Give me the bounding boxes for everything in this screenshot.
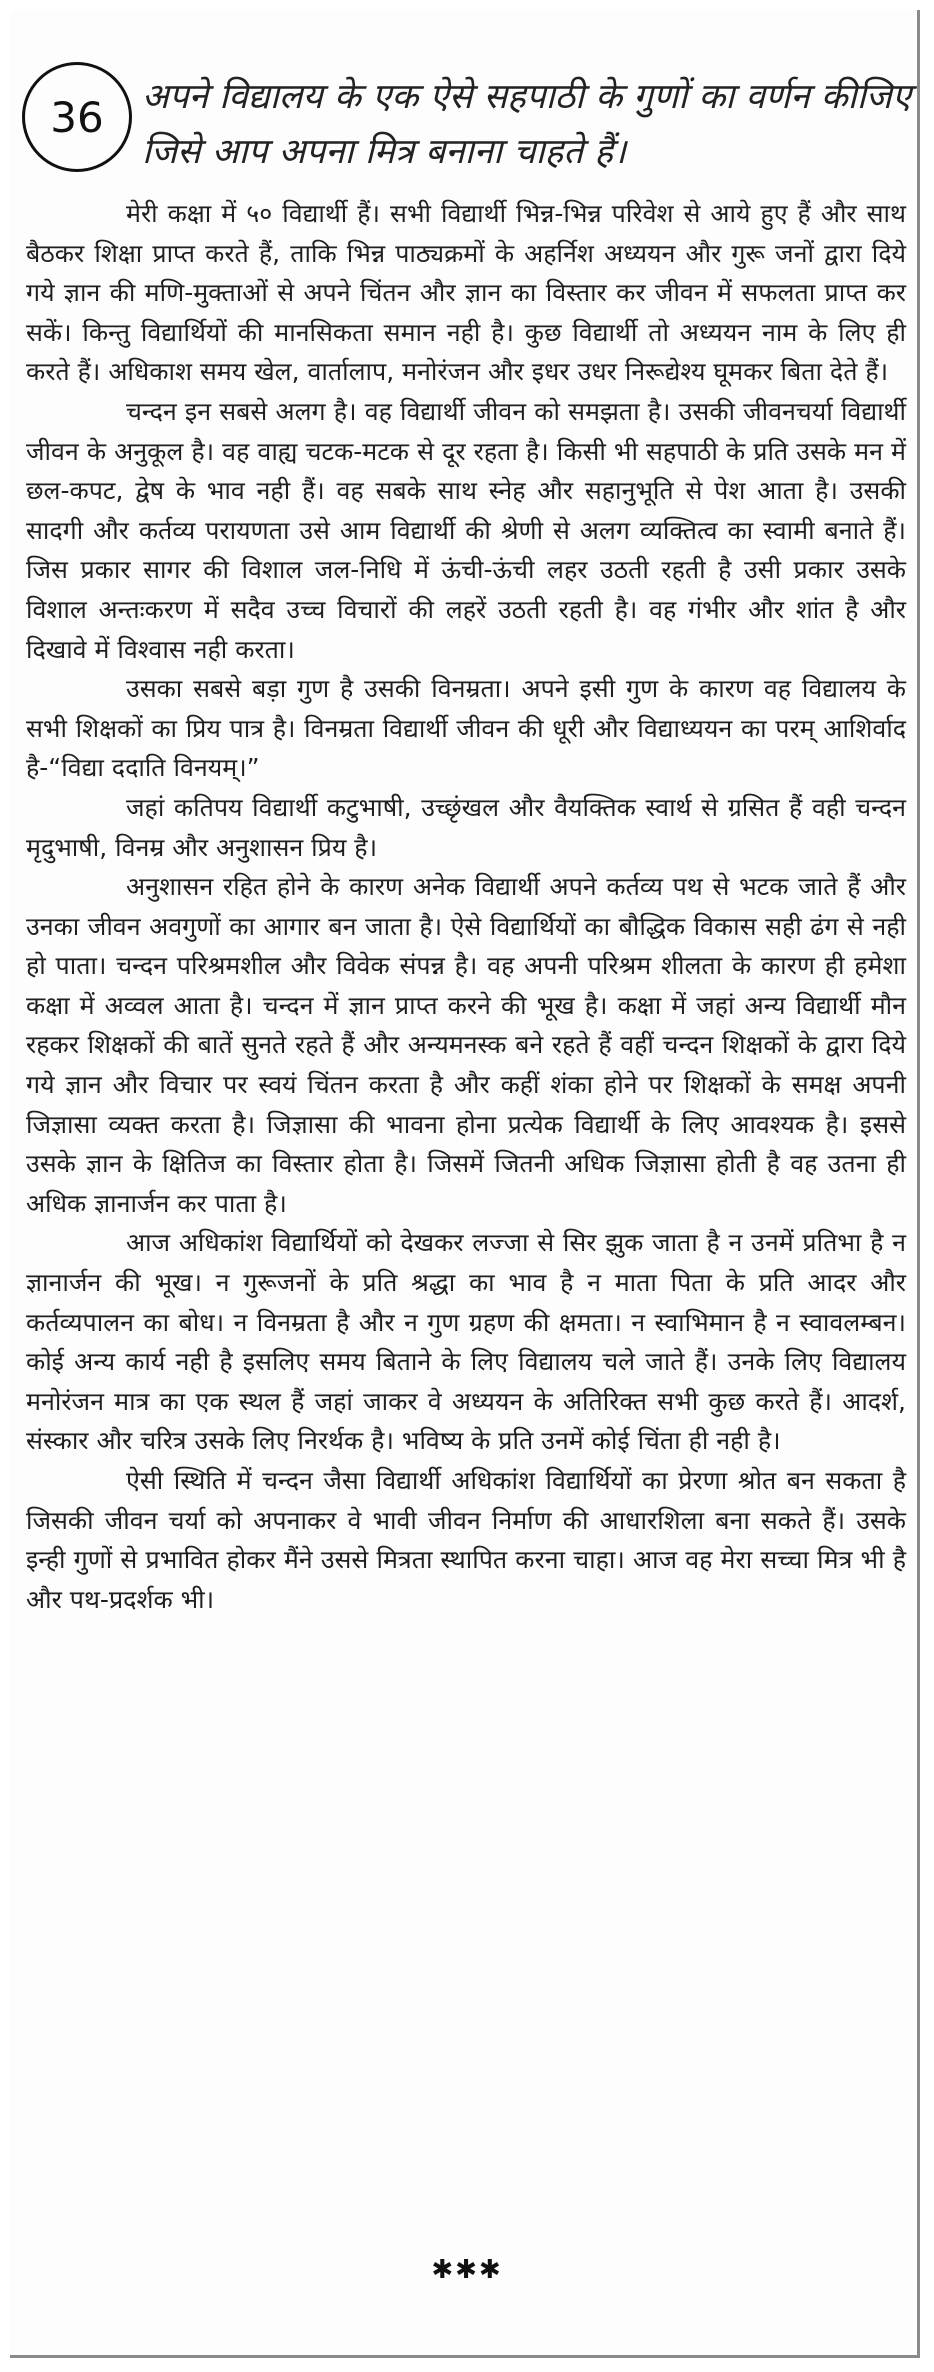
paragraph-6: आज अधिकांश विद्यार्थियों को देखकर लज्जा से सिर झुक जाता है न उनमें प्रतिभा है न ज्ञानार्जन की भूख। न गुरूजनों के प्रति श्रद्धा का भाव है न माता पिता के प्रति आदर और कर्तव्यपालन का बोध। न विनम्रता है और न गुण ग्रहण की क्षमता। न स्वाभिमान है न स्वावलम्बन। कोई अन्य कार्य नही है इसलिए समय बिताने के लिए विद्यालय चले जाते हैं। उनके लिए विद्यालय मनोरंजन मात्र का एक स्थल हैं जहां जाकर वे अध्ययन के अतिरिक्त सभी कुछ करते हैं। आदर्श, संस्कार और चरित्र उसके लिए निरर्थक है। भविष्य के प्रति उनमें कोई चिंता ही नही है। bbox=[26, 1228, 906, 1456]
question-heading: अपने विद्यालय के एक ऐसे सहपाठी के गुणों का वर्णन कीजिए जिसे आप अपना मित्र बनाना चाहते हैं। bbox=[142, 77, 912, 172]
end-ornament: ✱✱✱ bbox=[431, 2255, 503, 2285]
essay-body bbox=[26, 194, 906, 1619]
paragraph-2: चन्दन इन सबसे अलग है। वह विद्यार्थी जीवन को समझता है। उसकी जीवनचर्या विद्यार्थी जीवन के अनुकूल है। वह वाह्य चटक-मटक से दूर रहता है। किसी भी सहपाठी के प्रति उसके मन में छल-कपट, द्वेष के भाव नही हैं। वह सबके साथ स्नेह और सहानुभूति से पेश आता है। उसकी सादगी और कर्तव्य परायणता उसे आम विद्यार्थी की श्रेणी से अलग व्यक्तित्व का स्वामी बनाते हैं। जिस प्रकार सागर की विशाल जल-निधि में ऊंची-ऊंची लहर उठती रहती है उसी प्रकार उसके विशाल अन्तःकरण में सदैव उच्च विचारों की लहरें उठती रहती है। वह गंभीर और शांत है और दिखावे में विश्वास नही करता। bbox=[26, 396, 906, 664]
paragraph-7: ऐसी स्थिति में चन्दन जैसा विद्यार्थी अधिकांश विद्यार्थियों का प्रेरणा श्रोत बन सकता है जिसकी जीवन चर्या को अपनाकर वे भावी जीवन निर्माण की आधारशिला बना सकते हैं। उसके इन्ही गुणों से प्रभावित होकर मैंने उससे मित्रता स्थापित करना चाहा। आज वह मेरा सच्चा मित्र भी है और पथ-प्रदर्शक भी। bbox=[26, 1466, 906, 1614]
question-number: 36 bbox=[22, 62, 132, 172]
paragraph-4: जहां कतिपय विद्यार्थी कटुभाषी, उच्छृंखल और वैयक्तिक स्वार्थ से ग्रसित हैं वही चन्दन मृदुभाषी, विनम्र और अनुशासन प्रिय है। bbox=[26, 792, 906, 862]
paragraph-5: अनुशासन रहित होने के कारण अनेक विद्यार्थी अपने कर्तव्य पथ से भटक जाते हैं और उनका जीवन अवगुणों का आगार बन जाता है। ऐसे विद्यार्थियों का बौद्धिक विकास सही ढंग से नही हो पाता। चन्दन परिश्रमशील और विवेक संपन्न है। वह अपनी परिश्रम शीलता के कारण ही हमेशा कक्षा में अव्वल आता है। चन्दन में ज्ञान प्राप्त करने की भूख है। कक्षा में जहां अन्य विद्यार्थी मौन रहकर शिक्षकों की बातें सुनते रहते हैं और अन्यमनस्क बने रहते हैं वहीं चन्दन शिक्षकों के द्वारा दिये गये ज्ञान और विचार पर स्वयं चिंतन करता है और कहीं शंका होने पर शिक्षकों के समक्ष अपनी जिज्ञासा व्यक्त करता है। जिज्ञासा की भावना होना प्रत्येक विद्यार्थी के लिए आवश्यक है। इससे उसके ज्ञान के क्षितिज का विस्तार होता है। जिसमें जितनी अधिक जिज्ञासा होती है वह उतना ही अधिक ज्ञानार्जन कर पाता है। bbox=[26, 872, 906, 1218]
paragraph-1: मेरी कक्षा में ५० विद्यार्थी हैं। सभी विद्यार्थी भिन्न-भिन्न परिवेश से आये हुए हैं और साथ बैठकर शिक्षा प्राप्त करते हैं, ताकि भिन्न पाठ्यक्रमों के अहर्निश अध्ययन और गुरू जनों द्वारा दिये गये ज्ञान की मणि-मुक्ताओं से अपने चिंतन और ज्ञान का विस्तार कर जीवन में सफलता प्राप्त कर सकें। किन्तु विद्यार्थियों की मानसिकता समान नही है। कुछ विद्यार्थी तो अध्ययन नाम के लिए ही करते हैं। अधिकाश समय खेल, वार्तालाप, मनोरंजन और इधर उधर निरूद्येश्य घूमकर बिता देते हैं। bbox=[26, 199, 906, 387]
paragraph-3: उसका सबसे बड़ा गुण है उसकी विनम्रता। अपने इसी गुण के कारण वह विद्यालय के सभी शिक्षकों का प्रिय पात्र है। विनम्रता विद्यार्थी जीवन की धूरी और विद्याध्ययन का परम् आशिर्वाद है-“विद्या ददाति विनयम्।” bbox=[26, 674, 906, 783]
